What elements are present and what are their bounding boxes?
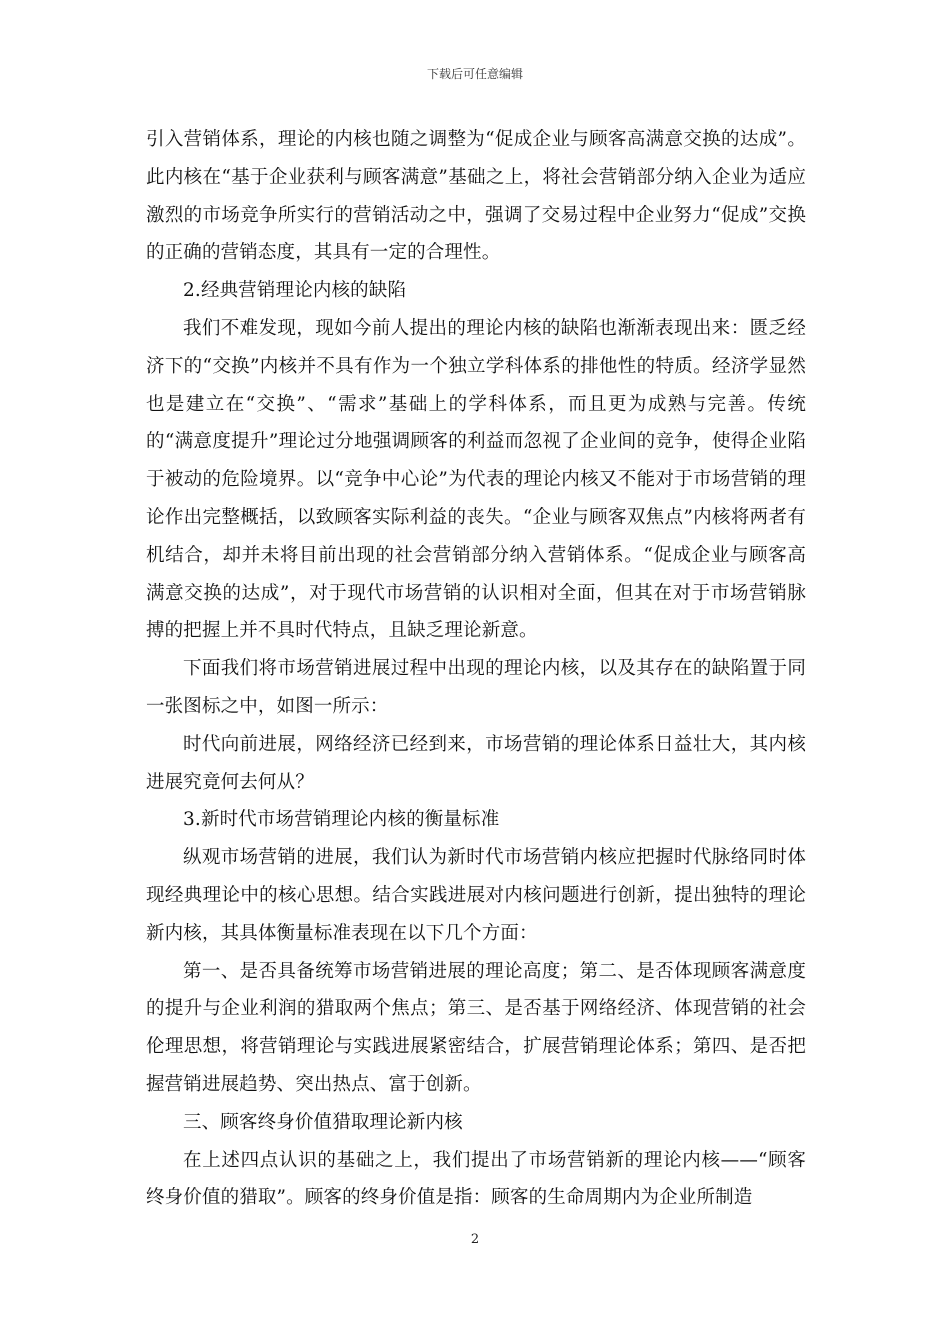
paragraph-continuation: 引入营销体系，理论的内核也随之调整为“促成企业与顾客高满意交换的达成”。此内核在“基于企业获利与顾客满意”基础之上，将社会营销部分纳入企业为适应激烈的市场竞争所实行的营销活动之中，强调了交易过程中企业努力“促成”交换的正确的营销态度，其具有一定的合理性。: [146, 129, 806, 264]
paragraph-defects: 我们不难发现，现如今前人提出的理论内核的缺陷也渐渐表现出来：匮乏经济下的“交换”内核并不具有作为一个独立学科体系的排他性的特质。经济学显然也是建立在“交换”、“需求”基础上的学科体系，而且更为成熟与完善。传统的“满意度提升”理论过分地强调顾客的利益而忽视了企业间的竞争，使得企业陷于被动的危险境界。以“竞争中心论”为代表的理论内核又不能对于市场营销的理论作出完整概括，以致顾客实际利益的丧失。“企业与顾客双焦点”内核将两者有机结合，却并未将目前出现的社会营销部分纳入营销体系。“促成企业与顾客高满意交换的达成”，对于现代市场营销的认识相对全面，但其在对于市场营销脉搏的把握上并不具时代特点，且缺乏理论新意。: [146, 317, 806, 642]
paragraph-new-core: 在上述四点认识的基础之上，我们提出了市场营销新的理论内核——“顾客终身价值的猎取”。顾客的终身价值是指：顾客的生命周期内为企业所制造: [146, 1149, 806, 1209]
paragraph-question: 时代向前进展，网络经济已经到来，市场营销的理论体系日益壮大，其内核进展究竟何去何从？: [146, 733, 806, 793]
paragraph-standards: 纵观市场营销的进展，我们认为新时代市场营销内核应把握时代脉络同时体现经典理论中的核心思想。结合实践进展对内核问题进行创新，提出独特的理论新内核，其具体衡量标准表现在以下几个方面：: [146, 847, 806, 944]
paragraph-figure-ref: 下面我们将市场营销进展过程中出现的理论内核，以及其存在的缺陷置于同一张图标之中，如图一所示：: [146, 658, 806, 717]
section-heading-3: 3.新时代市场营销理论内核的衡量标准: [183, 809, 500, 831]
section-heading-2: 2.经典营销理论内核的缺陷: [183, 280, 407, 302]
page-header: 下载后可任意编辑: [426, 67, 523, 81]
document-body: [146, 121, 806, 1217]
paragraph-criteria-list: 第一、是否具备统筹市场营销进展的理论高度；第二、是否体现顾客满意度的提升与企业利润的猎取两个焦点；第三、是否基于网络经济、体现营销的社会伦理思想，将营销理论与实践进展紧密结合，扩展营销理论体系；第四、是否把握营销进展趋势、突出热点、富于创新。: [146, 960, 806, 1095]
page-number: 2: [470, 1232, 480, 1247]
section-heading-three: 三、顾客终身价值猎取理论新内核: [183, 1111, 463, 1133]
